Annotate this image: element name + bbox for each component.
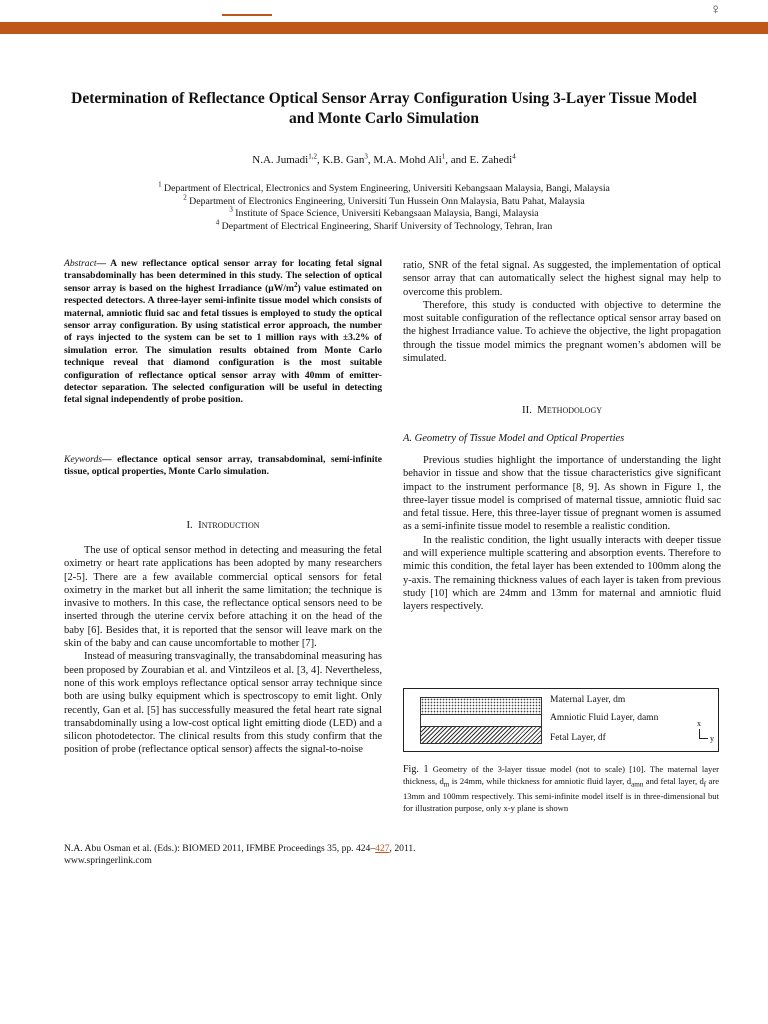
paragraph: ratio, SNR of the fetal signal. As suggested, the implementation of optical sensor array that can automatically select the highest signal may help to overcome this problem. (403, 260, 721, 298)
keywords-text: eflectance optical sensor array, transabdominal, semi-infinite tissue, optical properties, Monte Carlo simulation. (64, 454, 382, 478)
author-name: K.B. Gan (322, 154, 365, 166)
affiliation-mark: 1 (158, 180, 162, 189)
section-number: I. (186, 519, 193, 531)
abstract-superscript: 2 (293, 280, 298, 289)
caption-subscript: amn (631, 780, 644, 789)
section-heading-methodology (403, 404, 721, 416)
fetal-layer-swatch (420, 726, 542, 744)
header-band (0, 22, 768, 34)
caption-text: are 13mm and 100mm respectively. This semi-infinite model itself is in three-dimensional but for illustration purpose, only x-y plane is shown (403, 775, 720, 813)
affiliation-mark: 2 (183, 193, 187, 202)
keywords-dash: — (102, 454, 112, 465)
author-affil-mark: 1,2 (308, 152, 317, 161)
affiliation (60, 205, 708, 221)
paragraph: In the realistic condition, the light usually interacts with deeper tissue and will experience multiple scattering and absorption events. Therefore to mimic this condition, the fetal layer has been extended to 100mm along the y-axis. The remaining thickness values of each layer is taken from previous study [10] which are 24mm and 13mm for maternal and amniotic fluid layers respectively. (403, 534, 721, 613)
caption-text: Geometry of the 3-layer tissue model (not to scale) [10]. The maternal layer thickness, d (403, 764, 720, 786)
top-bar (0, 0, 768, 22)
section-title: Introduction (198, 519, 260, 531)
author-affil-mark: 3 (364, 152, 368, 161)
abstract (64, 258, 382, 407)
figure-label-fetal: Fetal Layer, df (550, 733, 606, 743)
affiliation (60, 193, 708, 209)
axis-x-label: x (697, 719, 701, 728)
affiliation (60, 180, 708, 196)
abstract-text-continued: ) value estimated on respected detectors. A three-layer semi-infinite tissue model which consists of maternal, amniotic fluid sac and fetal tissues is employed to study the optical sensor array configuration. By using statistical error approach, the number of rays injected to the system can be set to 1 million rays with ±3.2% of simulation error. The simulation results obtained from Monte Carlo technique reveal that diamond configuration is the most suitable configuration of reflectance optical sensor array with 40mm of emitter-detector separation. The selected configuration will be useful in detecting fetal signal independently of probe position. (64, 282, 382, 406)
caption-subscript: m (443, 780, 450, 789)
header-rule (222, 14, 272, 16)
affiliation-mark: 4 (215, 218, 220, 227)
citation-line (64, 843, 416, 855)
abstract-text: A new reflectance optical sensor array for locating fetal signal transabdominally has been determined in this study. The selection of optical sensor array is based on the highest Irradiance (μW/m (64, 258, 382, 294)
citation-page-link[interactable]: 427 (375, 843, 390, 854)
author-affil-mark: 4 (512, 152, 516, 161)
affiliation-list (60, 180, 708, 233)
affiliation-text: Department of Electrical Engineering, Sharif University of Technology, Tehran, Iran (221, 220, 553, 232)
section-number: II. (522, 404, 532, 416)
publisher-url[interactable]: www.springerlink.com (64, 855, 152, 866)
publisher-logo-icon: ♀ (710, 2, 722, 18)
author-affil-mark: 1 (441, 152, 446, 161)
paragraph: Previous studies highlight the importance of understanding the light behavior in tissue and show that the tissue characteristics give significant impact to the instrument performance [8, 9]. As shown in Figure 1, the three-layer tissue model is comprised of maternal tissue, amniotic fluid sac and fetal tissue. Here, this three-layer tissue of pregnant women is assumed as a semi-infinite tissue model to resemble a realistic condition. (403, 455, 721, 533)
keywords (64, 454, 382, 479)
abstract-dash: — (96, 258, 107, 269)
affiliation-text: Department of Electronics Engineering, Universiti Tun Hussein Onn Malaysia, Batu Pahat, Malaysia (189, 195, 585, 207)
author-name: N.A. Jumadi (252, 154, 309, 166)
affiliation-text: Institute of Space Science, Universiti Kebangsaan Malaysia, Bangi, Malaysia (235, 208, 539, 219)
paragraph: Therefore, this study is conducted with objective to determine the most suitable configuration of the reflectance optical sensor array based on the highest Irradiance value. To achieve the objective, the light propagation through the tissue model mimics the pregnant women’s abdomen will be simulated. (403, 299, 721, 365)
citation-text: , 2011. (389, 843, 416, 854)
section-title: Methodology (537, 404, 602, 416)
amniotic-layer-swatch (420, 715, 542, 726)
abstract-label: Abstract (64, 258, 97, 269)
introduction-body (64, 544, 382, 757)
author-list: N.A. Jumadi$^{1,2}$, K.B. Gan$^3$, M.A. Mohd Ali$^1$, and E. Zahedi$^4$ (252, 152, 516, 166)
paper-title: Determination of Reflectance Optical Sensor Array Configuration Using 3-Layer Tissue Model and Monte Carlo Simulation (71, 90, 697, 127)
maternal-layer-swatch (420, 697, 542, 715)
affiliation (60, 218, 708, 234)
affiliation-text: Department of Electrical, Electronics and System Engineering, Universiti Kebangsaan Malaysia, Bangi, Malaysia (164, 183, 610, 194)
caption-subscript: f (703, 780, 707, 789)
caption-text: is 24mm, while thickness for amniotic fluid layer, d (449, 775, 632, 786)
paragraph: The use of optical sensor method in detecting and measuring the fetal oximetry or heart rate applications has been adopted by many researchers [2-5]. There are a few available commercial optical sensors for fetal oximetry in the market but all inherit the same limitation; the technique is invasive to mothers. In this case, the reflectance optical sensors need to be inserted through the uterine cervix before attaching it on the head of the baby [6]. Besides that, it is reported that the sensor will leave mark on the skin of the baby and can cause uncomfortable to mother [7]. (64, 545, 382, 650)
caption-text: and fetal layer, d (643, 775, 704, 786)
author-name: M.A. Mohd Ali (373, 154, 442, 166)
figure-caption (403, 764, 719, 814)
keywords-label: Keywords (64, 454, 103, 465)
section-heading-introduction (64, 519, 382, 531)
paragraph: Instead of measuring transvaginally, the transabdominal measuring has been proposed by Zourabian et al. and Vintzileos et al. [3, 4]. Nevertheless, none of this work employs reflectance optical sensor array technique since both are using bulky equipment which is spectroscopy to emit light. Only recently, Gan et al. [5] has successfully measured the fetal heart rate signal transabdominally using a low-cost optical light emitting diode (LED) and a silicon photodetector. The clinical results from this study confirm that the position of probe (reflectance optical sensor) affects the signal-to-noise (64, 651, 382, 756)
introduction-continued (403, 259, 721, 365)
figure-label-amniotic: Amniotic Fluid Layer, damn (550, 713, 659, 723)
footer-citation (64, 843, 416, 867)
figure-tissue-model (403, 688, 719, 752)
axis-y-line (699, 738, 708, 739)
figure-caption-label: Fig. 1 (403, 764, 429, 775)
methodology-body (403, 454, 721, 614)
axes-icon (696, 719, 716, 745)
author-conjunction: and (450, 154, 467, 166)
axis-y-label: y (710, 734, 714, 743)
citation-text: N.A. Abu Osman et al. (Eds.): BIOMED 2011, IFMBE Proceedings 35, pp. 424– (64, 843, 376, 854)
figure-label-maternal: Maternal Layer, dm (550, 695, 626, 705)
author-name: E. Zahedi (469, 154, 513, 166)
subsection-heading: A. Geometry of Tissue Model and Optical Properties (403, 433, 625, 444)
affiliation-mark: 3 (229, 205, 233, 214)
